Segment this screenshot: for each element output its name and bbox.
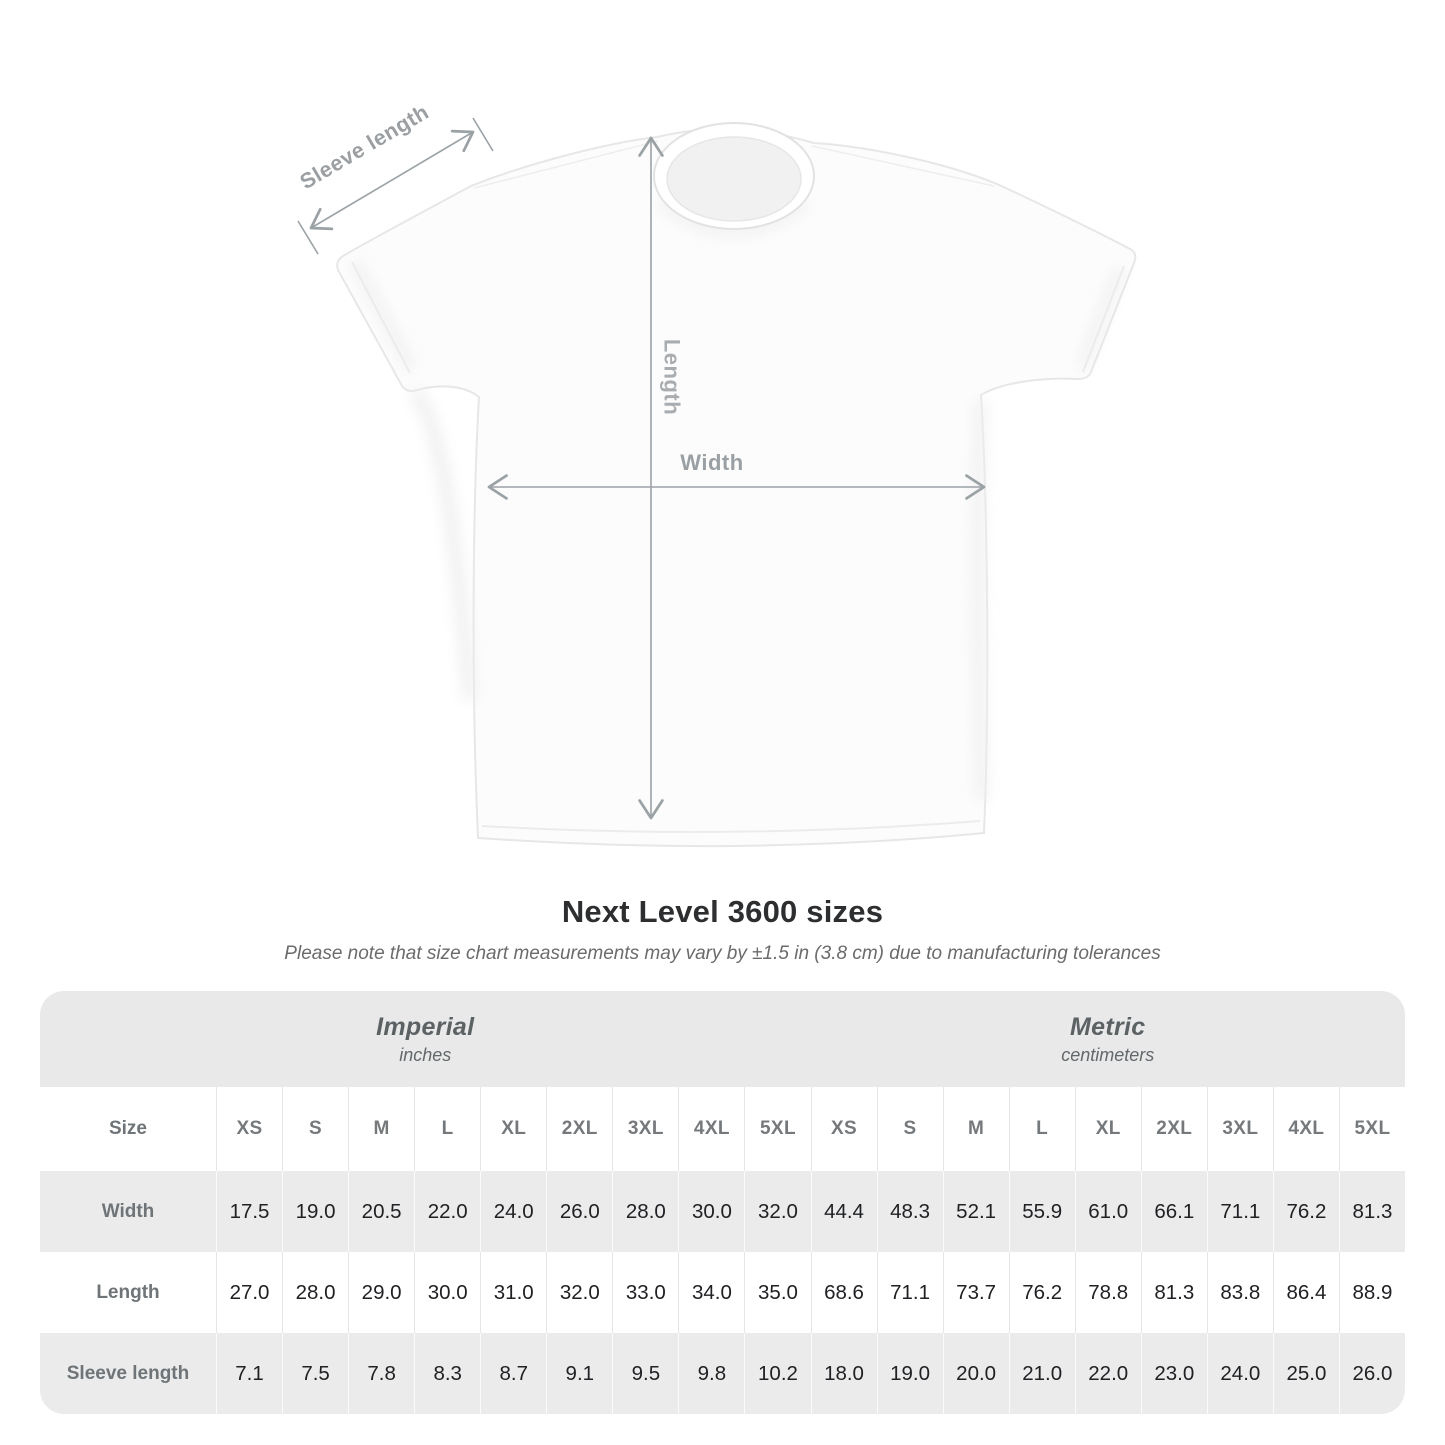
value-cell: 76.2 <box>1273 1171 1339 1252</box>
value-cell: 76.2 <box>1009 1252 1075 1333</box>
value-cell: 33.0 <box>612 1252 678 1333</box>
value-cell: 28.0 <box>282 1252 348 1333</box>
row-label: Sleeve length <box>66 1362 190 1384</box>
size-col-header: XS <box>216 1087 282 1171</box>
table-row <box>40 1171 1405 1252</box>
value-cell: 24.0 <box>1207 1333 1273 1414</box>
value-cell: 9.1 <box>546 1333 612 1414</box>
size-col-header: 2XL <box>546 1087 612 1171</box>
unit-header-band <box>40 991 1405 1087</box>
value-cell: 44.4 <box>811 1171 877 1252</box>
row-label: Width <box>101 1200 155 1222</box>
value-cell: 7.8 <box>348 1333 414 1414</box>
value-cell: 7.1 <box>216 1333 282 1414</box>
value-cell: 71.1 <box>1207 1171 1273 1252</box>
size-col-header: M <box>348 1087 414 1171</box>
size-header-row <box>40 1087 1405 1171</box>
value-cell: 30.0 <box>414 1252 480 1333</box>
size-col-header: 5XL <box>1339 1087 1405 1171</box>
unit-group-metric <box>811 991 1406 1087</box>
value-cell: 61.0 <box>1075 1171 1141 1252</box>
size-col-header: 4XL <box>678 1087 744 1171</box>
value-cell: 66.1 <box>1141 1171 1207 1252</box>
value-cell: 26.0 <box>1339 1333 1405 1414</box>
value-cell: 20.5 <box>348 1171 414 1252</box>
size-col-header: XS <box>811 1087 877 1171</box>
size-col-header: 3XL <box>612 1087 678 1171</box>
value-cell: 19.0 <box>877 1333 943 1414</box>
size-corner-label: Size <box>108 1118 148 1139</box>
value-cell: 30.0 <box>678 1171 744 1252</box>
size-col-header: XL <box>1075 1087 1141 1171</box>
size-col-header: L <box>414 1087 480 1171</box>
value-cell: 8.3 <box>414 1333 480 1414</box>
value-cell: 83.8 <box>1207 1252 1273 1333</box>
value-cell: 28.0 <box>612 1171 678 1252</box>
value-cell: 88.9 <box>1339 1252 1405 1333</box>
value-cell: 55.9 <box>1009 1171 1075 1252</box>
sleeve-length-label: Sleeve length <box>295 99 434 195</box>
length-label: Length <box>659 338 685 416</box>
value-cell: 23.0 <box>1141 1333 1207 1414</box>
size-col-header: S <box>877 1087 943 1171</box>
size-col-header: 3XL <box>1207 1087 1273 1171</box>
value-cell: 86.4 <box>1273 1252 1339 1333</box>
tshirt-illustration <box>337 123 1135 846</box>
tolerance-note: Please note that size chart measurements may vary by ±1.5 in (3.8 cm) due to manufacturing tolerances <box>284 943 1161 964</box>
value-cell: 27.0 <box>216 1252 282 1333</box>
value-cell: 10.2 <box>744 1333 810 1414</box>
sleeve-arrow-end-tick <box>473 118 493 151</box>
value-cell: 78.8 <box>1075 1252 1141 1333</box>
value-cell: 20.0 <box>943 1333 1009 1414</box>
value-cell: 35.0 <box>744 1252 810 1333</box>
size-col-header: S <box>282 1087 348 1171</box>
value-cell: 34.0 <box>678 1252 744 1333</box>
value-cell: 9.8 <box>678 1333 744 1414</box>
table-row <box>40 1252 1405 1333</box>
value-cell: 22.0 <box>414 1171 480 1252</box>
value-cell: 8.7 <box>480 1333 546 1414</box>
size-col-header: 2XL <box>1141 1087 1207 1171</box>
value-cell: 19.0 <box>282 1171 348 1252</box>
value-cell: 24.0 <box>480 1171 546 1252</box>
page-title: Next Level 3600 sizes <box>561 894 884 929</box>
metric-unit: centimeters <box>1061 1044 1155 1065</box>
size-chart-table <box>40 991 1405 1414</box>
size-grid <box>40 1087 1405 1414</box>
value-cell: 48.3 <box>877 1171 943 1252</box>
width-label: Width <box>680 450 744 475</box>
table-row <box>40 1333 1405 1414</box>
unit-group-imperial <box>40 991 811 1087</box>
size-col-header: M <box>943 1087 1009 1171</box>
imperial-title: Imperial <box>376 1012 475 1041</box>
row-label: Length <box>96 1281 160 1303</box>
value-cell: 81.3 <box>1141 1252 1207 1333</box>
collar-inner <box>667 137 801 221</box>
imperial-unit: inches <box>399 1044 452 1065</box>
value-cell: 68.6 <box>811 1252 877 1333</box>
value-cell: 71.1 <box>877 1252 943 1333</box>
value-cell: 32.0 <box>546 1252 612 1333</box>
size-col-header: L <box>1009 1087 1075 1171</box>
value-cell: 73.7 <box>943 1252 1009 1333</box>
value-cell: 22.0 <box>1075 1333 1141 1414</box>
value-cell: 81.3 <box>1339 1171 1405 1252</box>
value-cell: 32.0 <box>744 1171 810 1252</box>
value-cell: 31.0 <box>480 1252 546 1333</box>
size-col-header: XL <box>480 1087 546 1171</box>
value-cell: 18.0 <box>811 1333 877 1414</box>
size-col-header: 5XL <box>744 1087 810 1171</box>
value-cell: 25.0 <box>1273 1333 1339 1414</box>
value-cell: 52.1 <box>943 1171 1009 1252</box>
size-col-header: 4XL <box>1273 1087 1339 1171</box>
value-cell: 17.5 <box>216 1171 282 1252</box>
value-cell: 26.0 <box>546 1171 612 1252</box>
value-cell: 7.5 <box>282 1333 348 1414</box>
value-cell: 9.5 <box>612 1333 678 1414</box>
metric-title: Metric <box>1070 1012 1146 1041</box>
value-cell: 29.0 <box>348 1252 414 1333</box>
value-cell: 21.0 <box>1009 1333 1075 1414</box>
